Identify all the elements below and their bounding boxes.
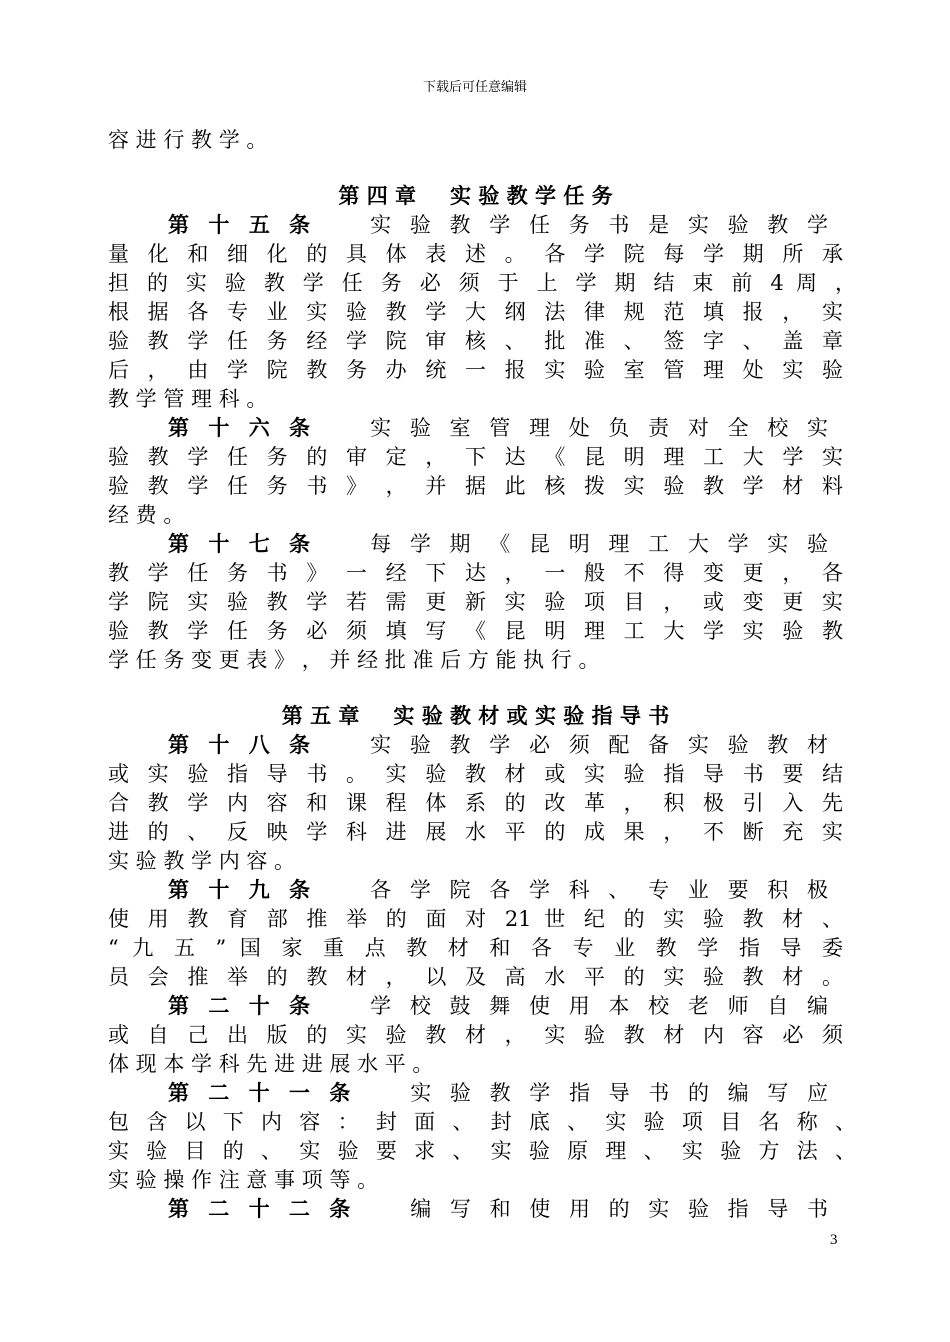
body-line: 验 教 学 任 务 必 须 填 写 《 昆 明 理 工 大 学 实 验 教 bbox=[108, 619, 843, 643]
article-text: 实 验 教 学 必 须 配 备 实 验 教 材 bbox=[370, 733, 828, 757]
body-line: 根 据 各 专 业 实 验 教 学 大 纲 法 律 规 范 填 报 ， 实 bbox=[108, 300, 843, 324]
body-line: 验 教 学 任 务 书 》 ， 并 据 此 核 拨 实 验 教 学 材 料 bbox=[108, 474, 843, 498]
article-first-line bbox=[168, 211, 828, 239]
article-first-line bbox=[168, 731, 828, 759]
chapter-heading bbox=[108, 182, 843, 210]
article-number: 第 十 五 条 bbox=[168, 213, 317, 237]
article-number: 第 二 十 条 bbox=[168, 994, 317, 1018]
article-text: 各 学 院 各 学 科 、 专 业 要 积 极 bbox=[370, 878, 828, 902]
article-first-line bbox=[168, 530, 828, 558]
body-line: 或 自 己 出 版 的 实 验 教 材 ， 实 验 教 材 内 容 必 须 bbox=[108, 1023, 843, 1047]
article-number: 第 二 十 二 条 bbox=[168, 1197, 357, 1221]
article-first-line bbox=[168, 992, 828, 1020]
body-line: 教 学 管 理 科 。 bbox=[108, 387, 268, 411]
chapter-title: 实 验 教 材 或 实 验 指 导 书 bbox=[393, 704, 670, 728]
body-line: 经 费 。 bbox=[108, 503, 185, 527]
body-line: “ 九 五 ” 国 家 重 点 教 材 和 各 专 业 教 学 指 导 委 bbox=[108, 936, 843, 960]
article-text: 每 学 期 《 昆 明 理 工 大 学 实 验 bbox=[370, 532, 828, 556]
body-line: 担 的 实 验 教 学 任 务 必 须 于 上 学 期 结 束 前 4 周 ， bbox=[108, 271, 856, 295]
body-line: 验 教 学 任 务 的 审 定 ， 下 达 《 昆 明 理 工 大 学 实 bbox=[108, 445, 843, 469]
chapter-title: 实 验 教 学 任 务 bbox=[450, 184, 613, 208]
page-header: 下载后可任意编辑 bbox=[422, 80, 527, 95]
chapter-heading bbox=[108, 702, 843, 730]
article-text: 实 验 室 管 理 处 负 责 对 全 校 实 bbox=[370, 416, 828, 440]
article-first-line bbox=[168, 1079, 828, 1107]
chapter-number: 第 五 章 bbox=[281, 704, 360, 728]
article-number: 第 十 七 条 bbox=[168, 532, 317, 556]
article-first-line bbox=[168, 876, 828, 904]
article-first-line bbox=[168, 414, 828, 442]
body-line: 或 实 验 指 导 书 。 实 验 教 材 或 实 验 指 导 书 要 结 bbox=[108, 762, 843, 786]
body-line: 进 的 、 反 映 学 科 进 展 水 平 的 成 果 ， 不 断 充 实 bbox=[108, 820, 843, 844]
body-line: 后 ， 由 学 院 教 务 办 统 一 报 实 验 室 管 理 处 实 验 bbox=[108, 358, 843, 382]
body-line: 学 任 务 变 更 表 》 ， 并 经 批 准 后 方 能 执 行 。 bbox=[108, 648, 600, 672]
body-line: 包 含 以 下 内 容 ： 封 面 、 封 底 、 实 验 项 目 名 称 、 bbox=[108, 1110, 856, 1134]
article-text: 实 验 教 学 指 导 书 的 编 写 应 bbox=[410, 1081, 828, 1105]
page-number: 3 bbox=[830, 1232, 838, 1248]
article-first-line bbox=[168, 1195, 828, 1223]
article-text: 编 写 和 使 用 的 实 验 指 导 书 bbox=[410, 1197, 828, 1221]
chapter-number: 第 四 章 bbox=[338, 184, 417, 208]
body-line: 实 验 操 作 注 意 事 项 等 。 bbox=[108, 1168, 379, 1192]
body-line: 教 学 任 务 书 》 一 经 下 达 ， 一 般 不 得 变 更 ， 各 bbox=[108, 561, 843, 585]
article-number: 第 二 十 一 条 bbox=[168, 1081, 357, 1105]
body-line: 实 验 教 学 内 容 。 bbox=[108, 849, 296, 873]
article-text: 学 校 鼓 舞 使 用 本 校 老 师 自 编 bbox=[370, 994, 828, 1018]
body-line: 使 用 教 育 部 推 举 的 面 对 21 世 纪 的 实 验 教 材 、 bbox=[108, 907, 843, 931]
article-text: 实 验 教 学 任 务 书 是 实 验 教 学 bbox=[370, 213, 828, 237]
body-line: 学 院 实 验 教 学 若 需 更 新 实 验 项 目 ， 或 变 更 实 bbox=[108, 590, 843, 614]
body-line: 实 验 目 的 、 实 验 要 求 、 实 验 原 理 、 实 验 方 法 、 bbox=[108, 1139, 856, 1163]
article-number: 第 十 六 条 bbox=[168, 416, 317, 440]
body-line: 员 会 推 举 的 教 材 ， 以 及 高 水 平 的 实 验 教 材 。 bbox=[108, 965, 843, 989]
body-line: 容 进 行 教 学 。 bbox=[108, 128, 268, 152]
body-line: 合 教 学 内 容 和 课 程 体 系 的 改 革 ， 积 极 引 入 先 bbox=[108, 791, 843, 815]
body-line: 体 现 本 学 科 先 进 进 展 水 平 。 bbox=[108, 1052, 434, 1076]
body-line: 量 化 和 细 化 的 具 体 表 述 。 各 学 院 每 学 期 所 承 bbox=[108, 242, 843, 266]
article-number: 第 十 九 条 bbox=[168, 878, 317, 902]
body-line: 验 教 学 任 务 经 学 院 审 核 、 批 准 、 签 字 、 盖 章 bbox=[108, 329, 843, 353]
article-number: 第 十 八 条 bbox=[168, 733, 317, 757]
